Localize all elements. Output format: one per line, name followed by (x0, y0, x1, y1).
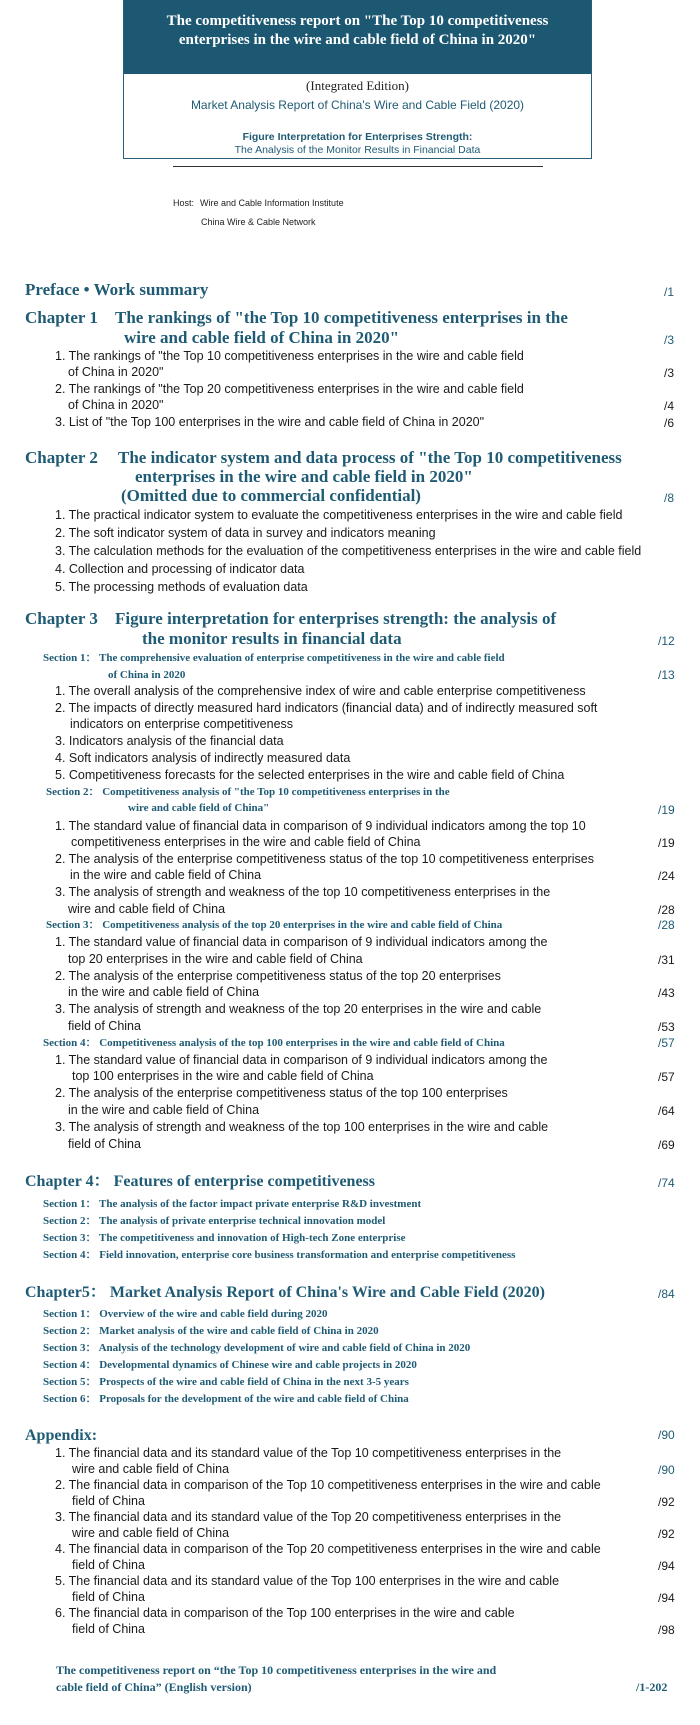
toc-ch2-title-line1[interactable]: The indicator system and data process of "the Top 10 competitiveness (118, 448, 622, 467)
toc-ch4-section2[interactable]: Section 2： The analysis of private enterprise technical innovation model (43, 1215, 386, 1227)
toc-english-line2[interactable]: cable field of China” (English version) (56, 1680, 252, 1694)
toc-appendix-item6-line2[interactable]: field of China (72, 1622, 145, 1636)
host-name: Wire and Cable Information Institute (200, 198, 344, 208)
toc-ch3-s4-item3-page: /69 (658, 1138, 675, 1152)
toc-ch3-s3-item3-page: /53 (658, 1020, 675, 1034)
toc-ch3-s4-item1-page: /57 (658, 1070, 675, 1084)
toc-ch3-s4-item2-page: /64 (658, 1104, 675, 1118)
toc-appendix-item4-line2[interactable]: field of China (72, 1558, 145, 1572)
toc-ch3-s2-item2-line2[interactable]: in the wire and cable field of China (70, 868, 262, 882)
toc-english-line1[interactable]: The competitiveness report on “the Top 10 competitiveness enterprises in the wire and (56, 1663, 497, 1677)
toc-ch3-s3-item1-line1[interactable]: 1. The standard value of financial data in comparison of 9 individual indicators among the (55, 935, 548, 949)
toc-ch5-section6[interactable]: Section 6： Proposals for the development of the wire and cable field of China (43, 1393, 409, 1405)
toc-ch3-s2-item1-line1[interactable]: 1. The standard value of financial data in comparison of 9 individual indicators among the top 10 (55, 819, 586, 833)
toc-ch3-s4-page: /57 (658, 1036, 675, 1050)
toc-appendix-item2-line1[interactable]: 2. The financial data in comparison of the Top 10 competitiveness enterprises in the wire and cable (55, 1478, 601, 1492)
report-header-card (123, 0, 592, 159)
toc-ch5-page: /84 (658, 1287, 675, 1301)
toc-ch5-section1[interactable]: Section 1： Overview of the wire and cable field during 2020 (43, 1308, 328, 1320)
toc-ch3-s2-item1-line2[interactable]: competitiveness enterprises in the wire and cable field of China (71, 835, 421, 849)
header-divider (173, 166, 543, 167)
toc-ch3-s4-item3-line1[interactable]: 3. The analysis of strength and weakness of the top 100 enterprises in the wire and cable (55, 1120, 549, 1134)
market-report-title: Market Analysis Report of China's Wire and Cable Field (2020) (190, 98, 525, 112)
toc-ch5-section3[interactable]: Section 3： Analysis of the technology development of wire and cable field of China in 2020 (43, 1342, 471, 1354)
toc-appendix-page: /90 (658, 1428, 675, 1442)
toc-ch3-s1-item1[interactable]: 1. The overall analysis of the comprehensive index of wire and cable enterprise competitiveness (55, 684, 586, 698)
toc-ch3-s1-line2[interactable]: of China in 2020 (108, 669, 186, 681)
toc-ch3-s4-item3-line2[interactable]: field of China (68, 1137, 141, 1151)
toc-ch3-s4-item1-line2[interactable]: top 100 enterprises in the wire and cable field of China (72, 1069, 374, 1083)
toc-ch3-s1-item2-line2[interactable]: indicators on enterprise competitiveness (70, 717, 294, 731)
toc-ch3-s3-item2-line1[interactable]: 2. The analysis of the enterprise competitiveness status of the top 20 enterprises (55, 969, 501, 983)
toc-appendix-item3-page: /92 (658, 1527, 675, 1541)
toc-ch3-s1-item3[interactable]: 3. Indicators analysis of the financial data (55, 734, 284, 748)
toc-ch3-s3-item3-line2[interactable]: field of China (68, 1019, 141, 1033)
toc-ch5-title[interactable]: Chapter5： Market Analysis Report of China's Wire and Cable Field (2020) (25, 1284, 546, 1301)
toc-ch1-item3[interactable]: 3. List of "the Top 100 enterprises in the wire and cable field of China in 2020" (55, 415, 485, 429)
toc-appendix-title[interactable]: Appendix: (25, 1427, 98, 1444)
toc-appendix-item1-page: /90 (658, 1463, 675, 1477)
toc-ch3-s1-line1[interactable]: Section 1： The comprehensive evaluation of enterprise competitiveness in the wire and cable field (43, 652, 505, 664)
toc-ch2-label[interactable]: Chapter 2 (25, 448, 98, 467)
toc-ch3-label[interactable]: Chapter 3 (25, 609, 98, 628)
toc-ch3-s1-item4[interactable]: 4. Soft indicators analysis of indirectly measured data (55, 751, 351, 765)
toc-appendix-item2-line2[interactable]: field of China (72, 1494, 145, 1508)
toc-ch1-page: /3 (664, 333, 675, 347)
toc-ch3-s4-line1[interactable]: Section 4： Competitiveness analysis of the top 100 enterprises in the wire and cable field of China (43, 1037, 505, 1049)
toc-ch4-page: /74 (658, 1176, 675, 1190)
toc-ch2-item1[interactable]: 1. The practical indicator system to evaluate the competitiveness enterprises in the wire and cable field (55, 508, 623, 522)
toc-ch3-s4-item2-line1[interactable]: 2. The analysis of the enterprise competitiveness status of the top 100 enterprises (55, 1086, 508, 1100)
toc-appendix-item6-line1[interactable]: 6. The financial data in comparison of the Top 100 enterprises in the wire and cable (55, 1606, 515, 1620)
toc-ch3-s4-item2-line2[interactable]: in the wire and cable field of China (68, 1103, 260, 1117)
toc-ch3-s1-item2-line1[interactable]: 2. The impacts of directly measured hard indicators (financial data) and of indirectly measured soft (55, 701, 598, 715)
toc-ch3-s4-item1-line1[interactable]: 1. The standard value of financial data in comparison of 9 individual indicators among the (55, 1053, 548, 1067)
toc-ch1-title-line2[interactable]: wire and cable field of China in 2020" (124, 328, 400, 347)
toc-ch2-item2[interactable]: 2. The soft indicator system of data in survey and indicators meaning (55, 526, 436, 540)
toc-ch2-item5[interactable]: 5. The processing methods of evaluation data (55, 580, 308, 594)
toc-ch3-s2-line2[interactable]: wire and cable field of China" (128, 802, 270, 814)
host-network: China Wire & Cable Network (201, 217, 316, 227)
toc-appendix-item4-page: /94 (658, 1559, 675, 1573)
edition-label: (Integrated Edition) (306, 78, 409, 93)
toc-ch3-s3-item1-line2[interactable]: top 20 enterprises in the wire and cable field of China (68, 952, 363, 966)
toc-ch3-s2-item2-line1[interactable]: 2. The analysis of the enterprise competitiveness status of the top 10 competitiveness enterprises (55, 852, 594, 866)
toc-appendix-item1-line1[interactable]: 1. The financial data and its standard value of the Top 10 competitiveness enterprises in the (55, 1446, 562, 1460)
toc-ch4-title[interactable]: Chapter 4： Features of enterprise competitiveness (25, 1173, 376, 1190)
toc-ch5-section4[interactable]: Section 4： Developmental dynamics of Chinese wire and cable projects in 2020 (43, 1359, 417, 1371)
toc-ch3-s3-item2-page: /43 (658, 986, 675, 1000)
toc-ch4-section4[interactable]: Section 4： Field innovation, enterprise core business transformation and enterprise competitiveness (43, 1249, 516, 1261)
toc-ch2-title-line2[interactable]: enterprises in the wire and cable field in 2020" (135, 467, 473, 486)
toc-appendix-item3-line1[interactable]: 3. The financial data and its standard value of the Top 20 competitiveness enterprises in the (55, 1510, 562, 1524)
report-title: The competitiveness report on "The Top 10 competitiveness enterprises in the wire and cable field of China in 2020" (166, 13, 549, 48)
toc-appendix-item5-line2[interactable]: field of China (72, 1590, 145, 1604)
toc-ch1-item2-page: /4 (664, 399, 675, 413)
toc-ch1-item2-line1[interactable]: 2. The rankings of "the Top 20 competitiveness enterprises in the wire and cable field (55, 382, 524, 396)
header-title-band (124, 0, 591, 74)
toc-ch1-label[interactable]: Chapter 1 (25, 308, 98, 327)
toc-ch3-s1-page: /13 (658, 668, 675, 682)
toc-ch3-s3-item3-line1[interactable]: 3. The analysis of strength and weakness of the top 20 enterprises in the wire and cable (55, 1002, 542, 1016)
toc-ch1-item1-line2[interactable]: of China in 2020" (68, 365, 164, 379)
toc-appendix-item3-line2[interactable]: wire and cable field of China (72, 1526, 230, 1540)
toc-ch3-s2-line1[interactable]: Section 2： Competitiveness analysis of "the Top 10 competitiveness enterprises in the (46, 786, 450, 798)
toc-ch1-title-line1[interactable]: The rankings of "the Top 10 competitiveness enterprises in the (115, 308, 568, 327)
toc-ch3-title-line1[interactable]: Figure interpretation for enterprises strength: the analysis of (115, 609, 557, 628)
toc-appendix-item6-page: /98 (658, 1623, 675, 1637)
toc-ch2-item3[interactable]: 3. The calculation methods for the evaluation of the competitiveness enterprises in the wire and cable field (55, 544, 642, 558)
toc-ch5-section2[interactable]: Section 2： Market analysis of the wire and cable field of China in 2020 (43, 1325, 379, 1337)
toc-ch3-s2-item1-page: /19 (658, 836, 675, 850)
toc-ch3-s3-item2-line2[interactable]: in the wire and cable field of China (68, 985, 260, 999)
toc-ch1-item3-page: /6 (664, 416, 675, 430)
toc-ch1-item2-line2[interactable]: of China in 2020" (68, 398, 164, 412)
toc-ch3-s3-line1[interactable]: Section 3： Competitiveness analysis of the top 20 enterprises in the wire and cable field of China (46, 919, 503, 931)
toc-ch1-item1-line1[interactable]: 1. The rankings of "the Top 10 competitiveness enterprises in the wire and cable field (55, 349, 524, 363)
toc-ch5-section5[interactable]: Section 5： Prospects of the wire and cable field of China in the next 3-5 years (43, 1376, 409, 1388)
toc-appendix-item2-page: /92 (658, 1495, 675, 1509)
toc-preface-page: /1 (664, 285, 675, 299)
toc-ch2-item4[interactable]: 4. Collection and processing of indicator data (55, 562, 305, 576)
toc-ch3-s2-page: /19 (658, 803, 675, 817)
toc-ch1-item1-page: /3 (664, 366, 675, 380)
toc-ch3-s2-item3-line2[interactable]: wire and cable field of China (68, 902, 226, 916)
toc-ch4-section3[interactable]: Section 3： The competitiveness and innovation of High-tech Zone enterprise (43, 1232, 406, 1244)
toc-appendix-item4-line1[interactable]: 4. The financial data in comparison of the Top 20 competitiveness enterprises in the wire and cable (55, 1542, 601, 1556)
toc-ch3-s1-item5[interactable]: 5. Competitiveness forecasts for the selected enterprises in the wire and cable field of China (55, 768, 565, 782)
toc-ch2-title-line3[interactable]: (Omitted due to commercial confidential) (121, 486, 421, 505)
toc-appendix-item5-page: /94 (658, 1591, 675, 1605)
figure-interpretation-subtitle: The Analysis of the Monitor Results in Financial Data (234, 144, 481, 156)
toc-ch4-section1[interactable]: Section 1： The analysis of the factor impact private enterprise R&D investment (43, 1198, 422, 1210)
toc-appendix-item1-line2[interactable]: wire and cable field of China (72, 1462, 230, 1476)
figure-interpretation-title: Figure Interpretation for Enterprises Strength: (242, 131, 473, 143)
toc-ch3-s2-item2-page: /24 (658, 869, 675, 883)
toc-ch3-s3-page: /28 (658, 918, 675, 932)
toc-ch3-title-line2[interactable]: the monitor results in financial data (142, 629, 402, 648)
toc-ch3-s2-item3-line1[interactable]: 3. The analysis of strength and weakness of the top 10 competitiveness enterprises in the (55, 885, 551, 899)
toc-ch3-s2-item3-page: /28 (658, 903, 675, 917)
toc-appendix-item5-line1[interactable]: 5. The financial data and its standard value of the Top 100 enterprises in the wire and cable (55, 1574, 560, 1588)
toc-preface-title[interactable]: Preface • Work summary (25, 280, 209, 299)
toc-ch3-s3-item1-page: /31 (658, 953, 675, 967)
toc-ch3-page: /12 (658, 634, 675, 648)
host-label: Host: (173, 198, 195, 208)
toc-english-page: /1-202 (636, 1680, 668, 1694)
toc-ch2-page: /8 (664, 491, 675, 505)
